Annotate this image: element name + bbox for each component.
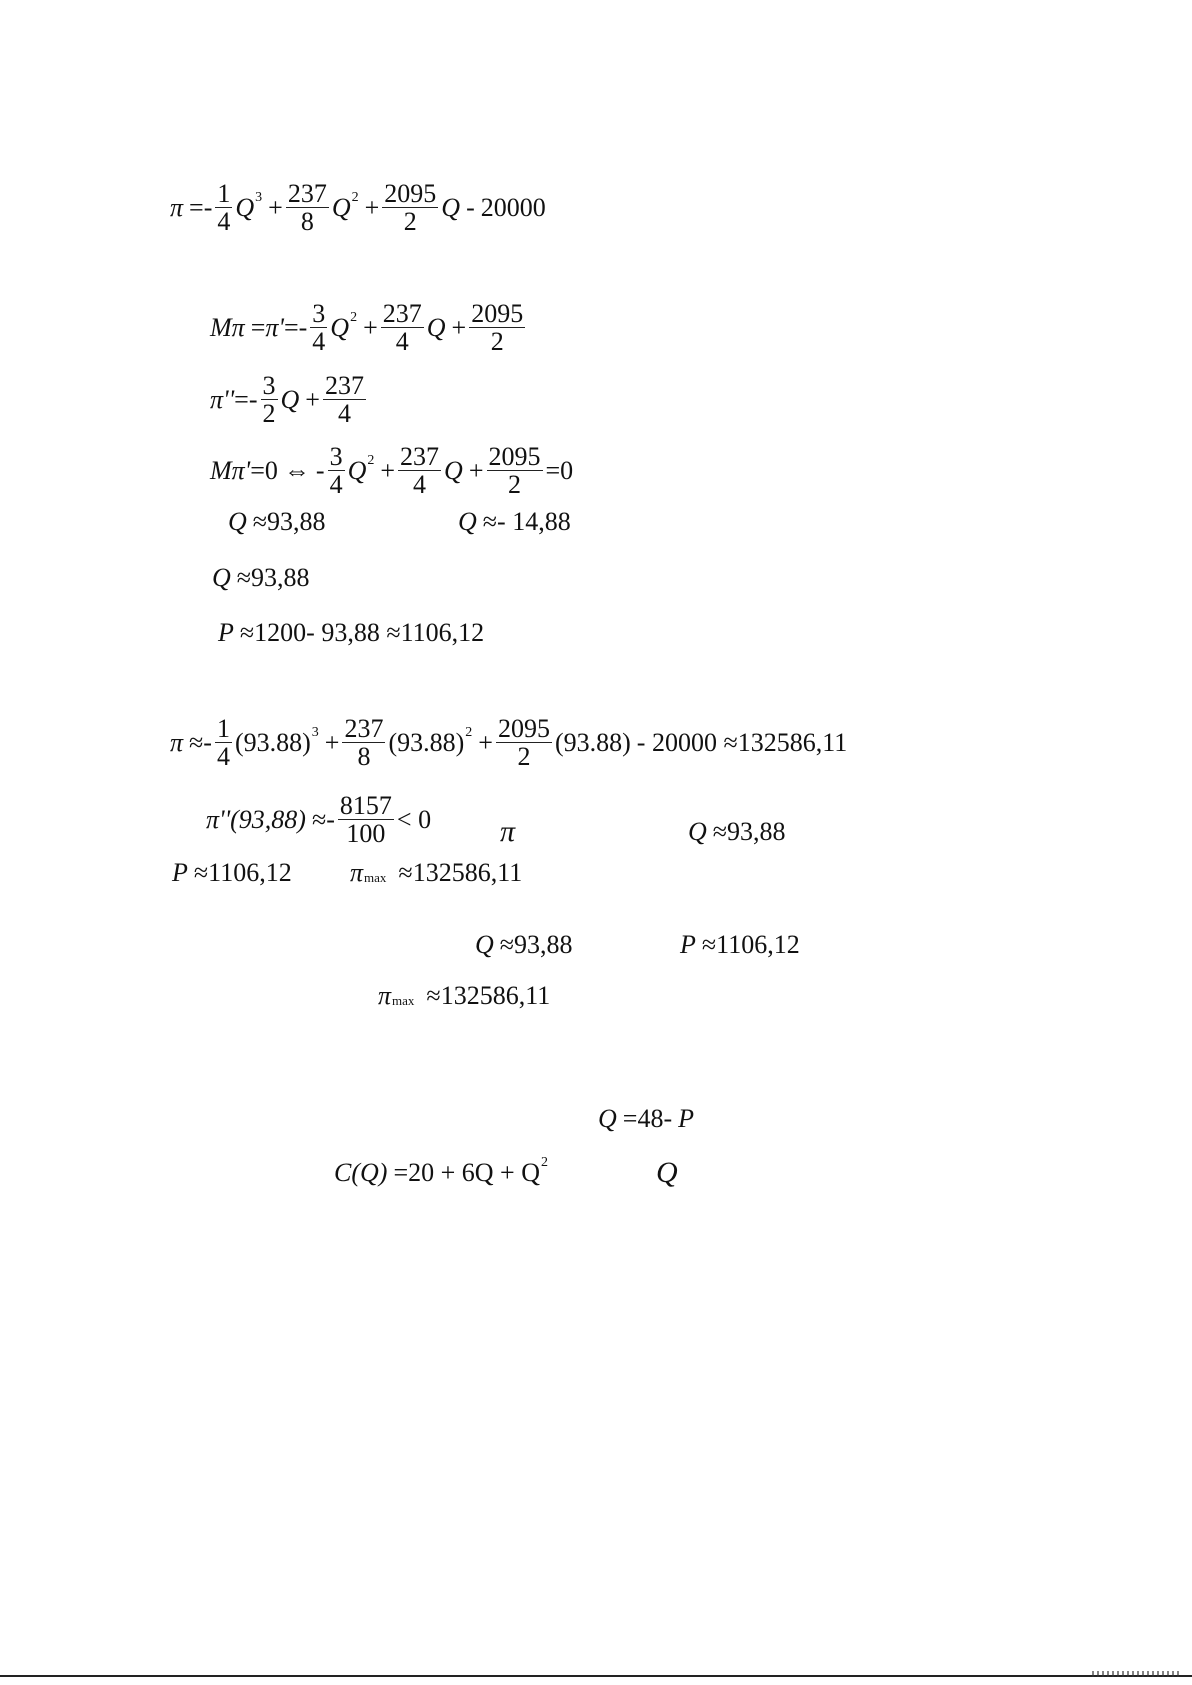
numerator: 1 bbox=[216, 714, 230, 743]
plus: + bbox=[364, 192, 380, 222]
plus: + bbox=[380, 455, 396, 485]
approx: ≈- bbox=[311, 804, 335, 834]
roots-right bbox=[458, 507, 571, 537]
equals-zero: =0 bbox=[545, 455, 574, 485]
numerator: 2095 bbox=[384, 179, 437, 208]
iff-arrow: ⇔ bbox=[283, 455, 310, 485]
argument: (93.88) bbox=[388, 727, 465, 757]
price-value: ≈1106,12 bbox=[193, 858, 292, 887]
pi-double-prime: π'' bbox=[210, 384, 235, 414]
marginal-profit bbox=[210, 300, 528, 356]
fraction bbox=[381, 300, 424, 356]
second-derivative bbox=[210, 372, 369, 428]
p-var: P bbox=[172, 858, 188, 887]
numerator: 1 bbox=[217, 179, 231, 208]
chosen-quantity bbox=[212, 563, 310, 593]
fraction bbox=[487, 443, 543, 499]
minus: - bbox=[203, 192, 213, 222]
pi-symbol-large bbox=[500, 815, 515, 849]
root-value: ≈93,88 bbox=[252, 507, 326, 536]
q-var: Q bbox=[598, 1104, 617, 1133]
denominator: 4 bbox=[216, 742, 230, 772]
numerator: 237 bbox=[324, 371, 364, 400]
max-profit-value: ≈132586,11 bbox=[398, 858, 523, 887]
numerator: 237 bbox=[344, 714, 384, 743]
exponent: 2 bbox=[367, 452, 375, 468]
exponent: 2 bbox=[350, 309, 358, 325]
fraction bbox=[469, 300, 525, 356]
fraction bbox=[398, 443, 441, 499]
minus: - bbox=[248, 384, 258, 414]
denominator: 2 bbox=[508, 470, 521, 500]
numerator: 2095 bbox=[497, 714, 550, 743]
numerator: 2095 bbox=[471, 299, 524, 328]
exponent: 2 bbox=[351, 189, 359, 205]
q-var: Q bbox=[228, 507, 247, 536]
q-var: Q bbox=[212, 563, 231, 592]
q-var: Q bbox=[475, 930, 494, 959]
demand-function bbox=[598, 1104, 694, 1134]
q-var: Q bbox=[656, 1156, 678, 1189]
denominator: 4 bbox=[329, 470, 343, 500]
footer-marks bbox=[1092, 1671, 1182, 1677]
p-var: P bbox=[680, 930, 696, 959]
q-var: Q bbox=[280, 384, 300, 414]
price-value: ≈1200- 93,88 ≈1106,12 bbox=[239, 618, 485, 647]
q-var: Q bbox=[331, 192, 351, 222]
quantity-value: ≈93,88 bbox=[712, 817, 786, 846]
exponent: 3 bbox=[311, 724, 319, 740]
result-max-profit bbox=[350, 858, 522, 888]
denominator: 4 bbox=[395, 327, 409, 357]
pi-symbol: π bbox=[350, 858, 364, 887]
first-order-condition bbox=[210, 443, 573, 499]
denominator: 8 bbox=[357, 742, 371, 772]
conclusion-price bbox=[680, 930, 800, 960]
fraction bbox=[261, 372, 278, 428]
equals: = bbox=[234, 384, 249, 414]
fraction bbox=[215, 180, 232, 236]
pi-prime: π' bbox=[265, 312, 284, 342]
denominator: 4 bbox=[413, 470, 427, 500]
pi-symbol: π bbox=[378, 981, 392, 1010]
fraction bbox=[323, 372, 366, 428]
fraction bbox=[215, 715, 232, 771]
pi-symbol: π bbox=[170, 727, 184, 757]
conclusion-quantity bbox=[475, 930, 573, 960]
profit-function bbox=[170, 180, 546, 236]
equals: = bbox=[189, 192, 204, 222]
exponent: 2 bbox=[540, 1155, 548, 1170]
fraction bbox=[496, 715, 552, 771]
root-value: ≈- 14,88 bbox=[482, 507, 571, 536]
minus: - bbox=[298, 312, 308, 342]
pi-symbol: π bbox=[170, 192, 184, 222]
plus: + bbox=[324, 727, 340, 757]
fraction bbox=[328, 443, 345, 499]
q-var: Q bbox=[441, 192, 461, 222]
pi-double-prime: π''(93,88) bbox=[206, 804, 306, 834]
denominator: 2 bbox=[490, 327, 504, 357]
q-var: Q bbox=[330, 312, 350, 342]
price-line bbox=[218, 618, 484, 648]
second-order-check bbox=[206, 792, 431, 848]
numerator: 8157 bbox=[339, 791, 392, 820]
plus: + bbox=[268, 192, 283, 222]
demand-rhs: =48- bbox=[622, 1104, 673, 1133]
argument: (93.88) bbox=[554, 727, 631, 757]
roots-left bbox=[228, 507, 326, 537]
equals: = bbox=[250, 312, 266, 342]
plus: + bbox=[468, 455, 484, 485]
numerator: 3 bbox=[312, 299, 326, 328]
exponent: 2 bbox=[465, 724, 473, 740]
minus: - bbox=[466, 192, 475, 222]
pi-symbol: π bbox=[500, 815, 516, 848]
fraction bbox=[342, 715, 385, 771]
quantity-value: ≈93,88 bbox=[499, 930, 573, 959]
quantity-value: ≈93,88 bbox=[236, 563, 310, 592]
max-profit-value: ≈132586,11 bbox=[426, 981, 551, 1010]
denominator: 2 bbox=[262, 399, 276, 429]
q-var: Q bbox=[458, 507, 477, 536]
q-variable-large bbox=[656, 1156, 678, 1190]
minus: - bbox=[315, 455, 325, 485]
comparison: < 0 bbox=[396, 804, 432, 834]
equals-zero: =0 bbox=[250, 455, 278, 485]
conclusion-max-profit bbox=[378, 981, 550, 1011]
fraction bbox=[310, 300, 327, 356]
max-subscript: max bbox=[364, 870, 387, 885]
numerator: 2095 bbox=[488, 442, 541, 471]
plus: + bbox=[363, 312, 378, 342]
p-var: P bbox=[678, 1104, 694, 1133]
profit-value bbox=[170, 715, 847, 771]
q-var: Q bbox=[688, 817, 707, 846]
numerator: 3 bbox=[329, 442, 343, 471]
denominator: 2 bbox=[403, 207, 417, 237]
cost-rhs: =20 + 6Q + Q bbox=[393, 1158, 540, 1187]
denominator: 4 bbox=[217, 207, 231, 237]
constant: 20000 bbox=[480, 192, 546, 222]
numerator: 237 bbox=[400, 442, 440, 471]
denominator: 4 bbox=[337, 399, 351, 429]
numerator: 237 bbox=[382, 299, 422, 328]
numerator: 3 bbox=[262, 371, 276, 400]
q-var: Q bbox=[444, 455, 463, 485]
profit-result: - 20000 ≈132586,11 bbox=[636, 727, 848, 757]
fraction bbox=[382, 180, 438, 236]
q-var: Q bbox=[347, 455, 367, 485]
plus: + bbox=[451, 312, 467, 342]
approx: ≈- bbox=[189, 727, 212, 757]
m-pi-prime: Mπ' bbox=[210, 455, 251, 485]
q-var: Q bbox=[426, 312, 446, 342]
m-pi: Mπ bbox=[210, 312, 245, 342]
denominator: 4 bbox=[312, 327, 326, 357]
plus: + bbox=[305, 384, 320, 414]
price-value: ≈1106,12 bbox=[701, 930, 800, 959]
denominator: 2 bbox=[517, 742, 531, 772]
exponent: 3 bbox=[255, 189, 263, 205]
numerator: 237 bbox=[287, 179, 327, 208]
cost-lhs: C(Q) bbox=[334, 1158, 388, 1187]
cost-function bbox=[334, 1155, 548, 1188]
fraction bbox=[338, 792, 394, 848]
fraction bbox=[286, 180, 329, 236]
denominator: 8 bbox=[300, 207, 314, 237]
result-price bbox=[172, 858, 292, 888]
max-subscript: max bbox=[392, 993, 415, 1008]
quantity-at-max bbox=[688, 817, 786, 847]
denominator: 100 bbox=[346, 819, 386, 849]
equals: = bbox=[283, 312, 299, 342]
p-var: P bbox=[218, 618, 234, 647]
footer-rule bbox=[0, 1675, 1192, 1677]
argument: (93.88) bbox=[234, 727, 311, 757]
q-var: Q bbox=[235, 192, 255, 222]
plus: + bbox=[478, 727, 493, 757]
